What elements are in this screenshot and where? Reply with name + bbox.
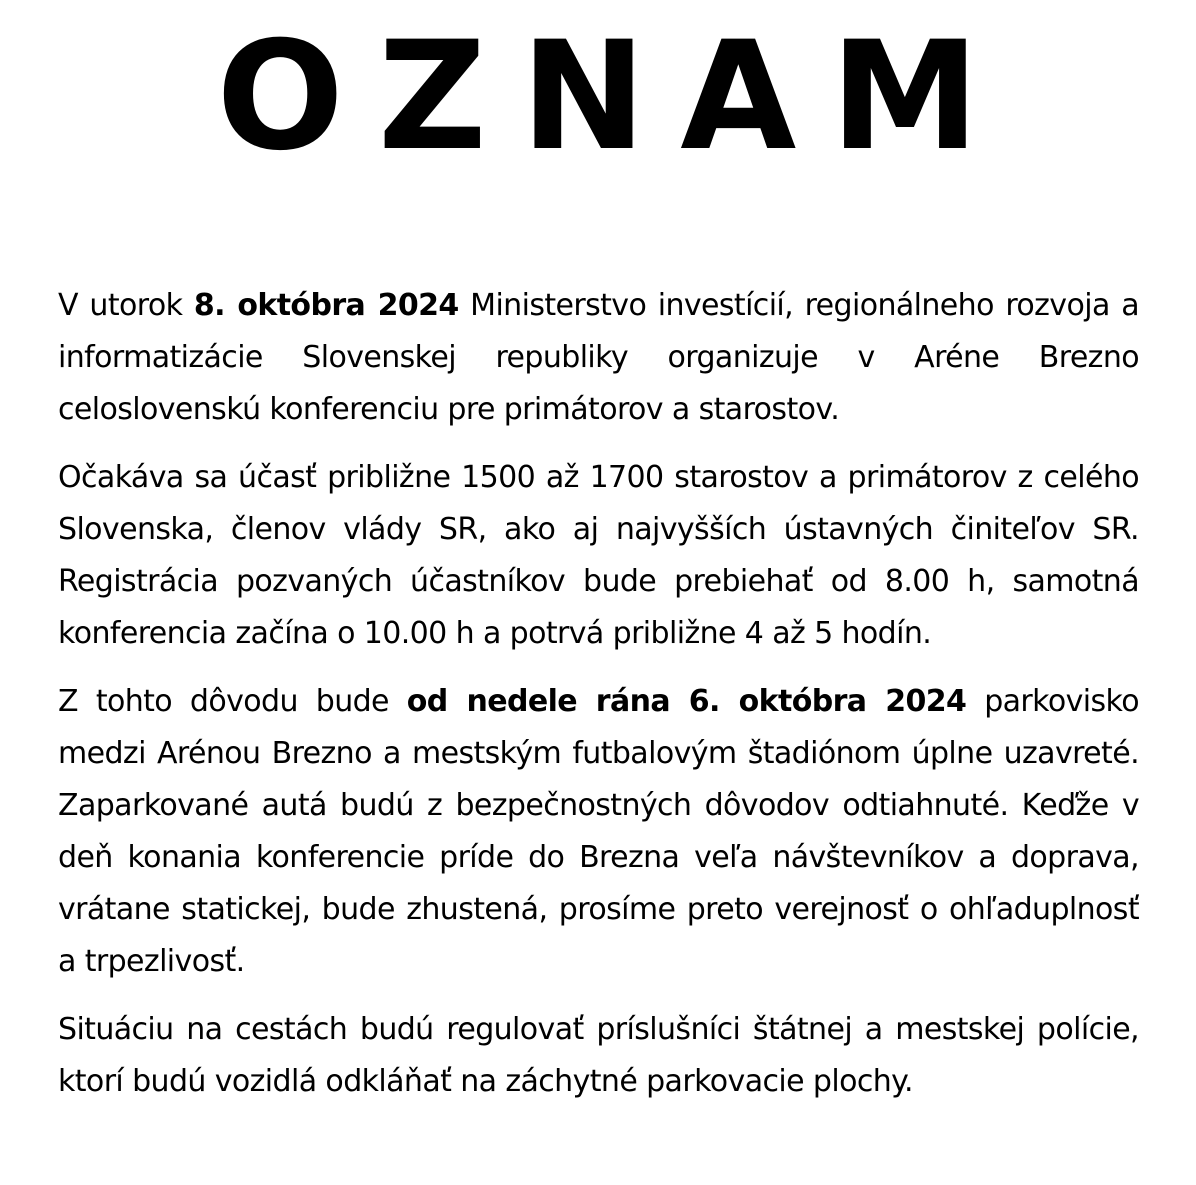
paragraph-event-intro: V utorok [58,288,194,323]
paragraph-parking [58,676,1139,988]
paragraph-parking-rest: parkovisko medzi Arénou Brezno a mestským futbalovým štadiónom úplne uzavreté. Zaparkované autá budú z bezpečnostných dôvodov odtiahnuté. Keďže v deň konania konferencie príde do Brezna veľa návštevníkov a doprava, vrátane statickej, bude zhustená, prosíme preto verejnosť o ohľaduplnosť a trpezlivosť. [58,684,1139,979]
paragraph-event [58,280,1139,436]
paragraph-traffic: Situáciu na cestách budú regulovať príslušníci štátnej a mestskej polície, ktorí budú vozidlá odkláňať na záchytné parkovacie plochy. [58,1012,1139,1099]
notice-title: OZNAM [216,10,1014,184]
paragraph-parking-intro: Z tohto dôvodu bude [58,684,407,719]
notice-body [58,280,1139,1124]
paragraph-event-rest: Ministerstvo investícií, regionálneho rozvoja a informatizácie Slovenskej republiky organizuje v Aréne Brezno celoslovenskú konferenciu pre primátorov a starostov. [58,288,1140,427]
parking-closure-date: od nedele rána 6. októbra 2024 [406,684,967,719]
event-date: 8. októbra 2024 [193,288,459,323]
paragraph-attendance: Očakáva sa účasť približne 1500 až 1700 starostov a primátorov z celého Slovenska, členov vlády SR, ako aj najvyšších ústavných činiteľov SR. Registrácia pozvaných účastníkov bude prebiehať od 8.00 h, samotná konferencia začína o 10.00 h a potrvá približne 4 až 5 hodín. [58,460,1139,651]
